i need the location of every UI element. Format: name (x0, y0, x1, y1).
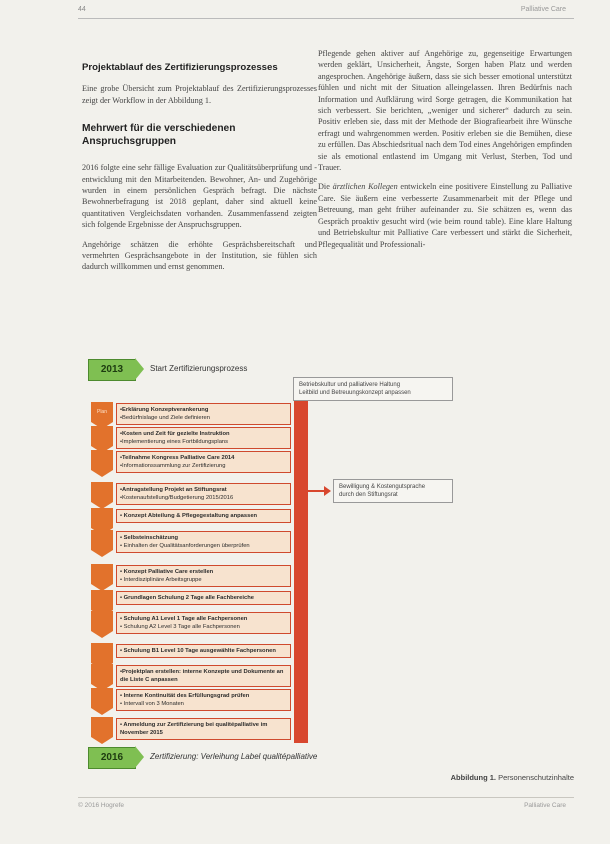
step-icon: Plan (91, 402, 113, 422)
step-line: •Teilnahme Kongress Palliative Care 2014 (120, 455, 235, 461)
step-arrow-icon (91, 550, 113, 557)
workflow-step (116, 427, 291, 449)
note-line: Betriebskultur und palliativere Haltung (299, 382, 401, 388)
step-line: •Projektplan erstellen: interne Konzepte und Dokumente an die Liste C anpassen (120, 669, 284, 683)
page-number: 44 (78, 6, 86, 13)
start-arrow-icon (135, 358, 144, 380)
connector-arrow-icon (324, 486, 331, 496)
step-line: •Antragstellung Projekt an Stiftungsrat (120, 487, 227, 493)
step-line: • Anmeldung zur Zertifizierung bei qualitépalliative im November 2015 (120, 722, 268, 736)
workflow-step (116, 531, 291, 553)
workflow-step (116, 483, 291, 505)
workflow-step (116, 718, 291, 740)
footer-journal: Palliative Care (524, 802, 566, 809)
note-line: durch den Stiftungsrat (339, 492, 398, 498)
timeline-bar (294, 388, 308, 743)
paragraph: Eine grobe Übersicht zum Projektablauf des Zertifizierungsprozesses zeigt der Workflow in der Abbildung 1. (82, 84, 317, 105)
paragraph (318, 181, 572, 249)
running-head: Palliative Care (520, 6, 566, 13)
left-column (82, 52, 317, 281)
step-icon (91, 664, 113, 684)
step-line: • Intervall von 3 Monaten (120, 701, 184, 707)
step-arrow-icon (91, 470, 113, 477)
top-rule (78, 18, 574, 19)
step-arrow-icon (91, 737, 113, 744)
step-icon (91, 590, 113, 610)
step-icon (91, 643, 113, 663)
step-icon (91, 530, 113, 550)
paragraph: Angehörige schätzen die erhöhte Gesprächsbereitschaft und vermehrten Gesprächsangebote in der Institution, sie fühlen sich dadurch willkommen und ernst genommen. (82, 239, 317, 272)
start-year-badge: 2013 (88, 359, 136, 381)
step-icon (91, 508, 113, 528)
step-line: •Informationssammlung zur Zertifizierung (120, 463, 226, 469)
step-icon (91, 611, 113, 631)
note-approval (333, 479, 453, 503)
step-icon (91, 717, 113, 737)
step-line: • Schulung A2 Level 3 Tage alle Fachpersonen (120, 624, 240, 630)
start-label: Start Zertifizierungsprozess (150, 364, 248, 373)
step-icon (91, 564, 113, 584)
step-line: •Kosten und Zeit für gezielte Instruktion (120, 431, 230, 437)
end-arrow-icon (135, 746, 144, 768)
step-line: • Grundlagen Schulung 2 Tage alle Fachbereiche (120, 595, 254, 601)
paragraph: 2016 folgte eine sehr fällige Evaluation zur Qualitätsüberprüfung und -entwicklung mit den Mitarbeitenden. Bewohner, An- und Zugehörige wurden in einem persönlichen Gespräch befragt. Die nächste Bewohnerbefragung ist 2018 geplant, daher sind aktuell keine quantitativen Vergleichsdaten vorhanden. Zusammenfassend zeigten sich folgende Ergebnisse der Anspruchsgruppen. (82, 163, 317, 230)
emphasis: ärztlichen Kollegen (332, 182, 398, 192)
step-arrow-icon (91, 708, 113, 715)
workflow-step (116, 451, 291, 473)
right-column (318, 48, 572, 258)
step-icon (91, 450, 113, 470)
step-icon (91, 688, 113, 708)
note-line: Bewilligung & Kostengutsprache (339, 484, 426, 490)
step-line: •Bedürfnislage und Ziele definieren (120, 415, 211, 421)
figure-caption (451, 773, 574, 782)
step-line: • Interdisziplinäre Arbeitsgruppe (120, 577, 202, 583)
step-line: • Konzept Abteilung & Pflegegestaltung anpassen (120, 513, 258, 519)
workflow-figure (88, 355, 558, 785)
caption-label: Abbildung 1. (450, 773, 497, 782)
workflow-step (116, 403, 291, 425)
workflow-step (116, 612, 291, 634)
end-label: Zertifizierung: Verleihung Label qualitépalliative (150, 752, 318, 761)
step-icon (91, 426, 113, 446)
workflow-step (116, 665, 291, 687)
step-line: • Selbsteinschätzung (120, 535, 179, 541)
step-arrow-icon (91, 631, 113, 638)
step-line: • Schulung B1 Level 10 Tage ausgewählte Fachpersonen (120, 648, 276, 654)
step-line: • Konzept Palliative Care erstellen (120, 569, 214, 575)
step-icon (91, 482, 113, 502)
paragraph-start: Die (318, 182, 333, 192)
step-line: •Implementierung eines Fortbildungsplans (120, 439, 229, 445)
step-line: •Kostenaufstellung/Budgetierung 2015/2016 (120, 495, 234, 501)
note-culture (293, 377, 453, 401)
section-heading-benefits: Mehrwert für die verschiedenen Anspruchsgruppen (82, 123, 236, 148)
step-line: •Erklärung Konzeptverankerung (120, 407, 209, 413)
section-heading-workflow: Projektablauf des Zertifizierungsprozesses (82, 62, 278, 73)
step-line: • Schulung A1 Level 1 Tage alle Fachpersonen (120, 616, 248, 622)
workflow-step (116, 509, 291, 523)
paragraph: Pflegende gehen aktiver auf Angehörige zu, gegenseitige Erwartungen werden geklärt, Unsicherheit, Ängste, Sorgen haben Platz und werden angesprochen. Angehörige äußern, dass sie sich besser emotional unterstützt fühlen und nicht mit der Situation alleingelassen. Ihren Bedürfnis nach Information und Aufklärung wird Sorge getragen, die Kommunikation hat sich verbessert. Sie berichten, „weniger und sicherer“ dadurch zu sein. Positiv erleben sie, dass mit der Methode der Biografiearbeit ihre Wünsche erfragt und wahrgenommen werden. Positiv erleben sie die Bemühen, diese zu erfüllen. Das Abschiedsritual nach dem Tod eines Angehörigen empfinden sie als emotional entlastend im Umgang mit Verlust, Sterben, Tod und Trauer. (318, 49, 572, 173)
step-line: • Interne Kontinuität des Erfüllungsgrad prüfen (120, 693, 250, 699)
caption-text: Personenschutzinhalte (496, 773, 574, 782)
workflow-step (116, 689, 291, 711)
footer-copyright: © 2016 Hogrefe (78, 802, 124, 809)
paragraph-rest: entwickeln eine positivere Einstellung zu Palliative Care. Sie äußern eine verbesserte Zusammenarbeit mit der Pflege und Betreuung, man geht früher aufeinander zu. Sie schätzen es, wenn das Gespräch proaktiv gesucht wird (wie beim round table). Eine klare Haltung und Betriebskultur mit Palliative Care verbessert und stärkt die Sicherheit, Pflegequalität und Professionali- (318, 182, 573, 249)
workflow-step (116, 565, 291, 587)
workflow-step (116, 644, 291, 658)
step-line: • Einhalten der Qualitätsanforderungen überprüfen (120, 543, 250, 549)
note-line: Leitbild und Betreuungskonzept anpassen (299, 390, 411, 396)
footer-rule (78, 797, 574, 798)
end-year-badge: 2016 (88, 747, 136, 769)
workflow-step (116, 591, 291, 605)
